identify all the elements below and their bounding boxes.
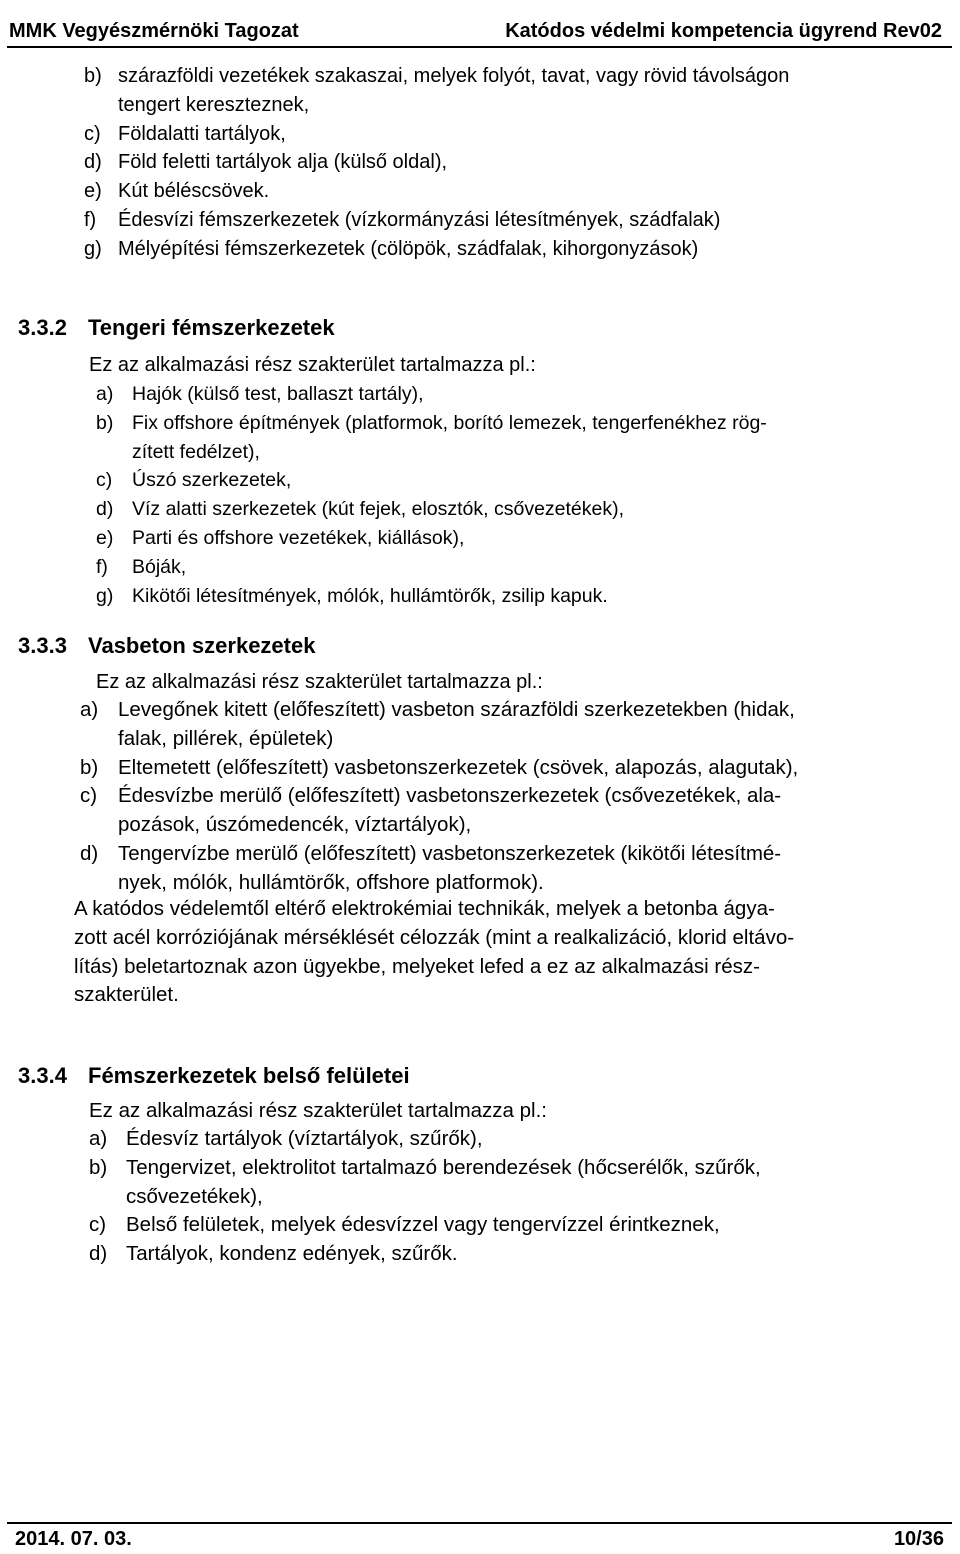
list-item-label: g) — [96, 584, 114, 607]
paragraph-line: szakterület. — [74, 983, 179, 1007]
list-item-label: a) — [80, 698, 99, 721]
list-item-label: a) — [96, 383, 114, 405]
section-number: 3.3.4 — [18, 1063, 67, 1088]
list-item-line — [84, 235, 954, 264]
section-title: Tengeri fémszerkezetek — [88, 315, 335, 340]
list-item-line — [80, 754, 956, 783]
list-item-text: Tengervízbe merülő (előfeszített) vasbetonszerkezetek (kikötői létesítmé- — [118, 841, 782, 865]
list-item-text: pozások, úszómedencék, víztartályok), — [118, 813, 472, 837]
list-3-3-3 — [80, 696, 956, 898]
list-item-label: a) — [89, 1127, 108, 1150]
list-item-text: Édesvízbe merülő (előfeszített) vasbetonszerkezetek (csővezetékek, ala- — [118, 784, 782, 808]
section-heading-3-3-4 — [18, 1063, 718, 1093]
list-item-label: b) — [80, 755, 99, 779]
list-item-line — [80, 811, 956, 840]
list-item-label: c) — [80, 784, 98, 808]
list-item-label: b) — [96, 411, 114, 434]
list-item-text: Kikötői létesítmények, mólók, hullámtörők, zsilip kapuk. — [132, 584, 608, 607]
header-organization: MMK Vegyészmérnöki Tagozat — [9, 20, 299, 42]
list-item-text: Édesvízi fémszerkezetek (vízkormányzási létesítmények, szádfalak) — [118, 208, 721, 231]
list-item-line — [89, 1125, 955, 1154]
section-intro: Ez az alkalmazási rész szakterület tartalmazza pl.: — [96, 671, 543, 693]
list-item-line — [80, 725, 956, 754]
section-title: Vasbeton szerkezetek — [88, 633, 316, 658]
list-top — [84, 62, 954, 264]
section-number: 3.3.3 — [18, 633, 67, 658]
list-item-line — [89, 1183, 955, 1212]
list-item-label: g) — [84, 237, 102, 260]
list-item-label: d) — [84, 151, 102, 174]
list-item-line — [84, 62, 954, 91]
list-item-label: d) — [89, 1242, 108, 1266]
list-item-line — [96, 524, 956, 553]
list-item-text: Mélyépítési fémszerkezetek (cölöpök, szádfalak, kihorgonyzások) — [118, 237, 699, 260]
list-item-line — [96, 409, 956, 438]
list-item-text: Úszó szerkezetek, — [132, 469, 292, 492]
list-item-label: e) — [96, 526, 114, 549]
list-item-line — [80, 696, 956, 725]
section-heading-3-3-2 — [18, 315, 618, 345]
list-item-text: Édesvíz tartályok (víztartályok, szűrők), — [126, 1127, 483, 1150]
list-item-line — [96, 495, 956, 524]
page-header — [7, 8, 952, 48]
list-item-text: csővezetékek), — [126, 1184, 263, 1208]
section-heading-3-3-3 — [18, 633, 618, 663]
list-item-text: Víz alatti szerkezetek (kút fejek, elosztók, csővezetékek), — [132, 498, 625, 521]
list-item-line — [96, 582, 956, 611]
list-item-label: f) — [96, 555, 108, 578]
list-item-line — [80, 840, 956, 869]
list-item-line — [96, 438, 956, 467]
list-item-line — [96, 553, 956, 582]
list-item-label: d) — [80, 841, 99, 865]
paragraph-line: zott acél korróziójának mérséklését célozzák (mint a realkalizáció, klorid eltávo- — [74, 925, 795, 949]
list-item-text: Belső felületek, melyek édesvízzel vagy tengervízzel érintkeznek, — [126, 1213, 720, 1237]
list-item-text: Föld feletti tartályok alja (külső oldal), — [118, 151, 448, 174]
header-document-title: Katódos védelmi kompetencia ügyrend Rev02 — [505, 20, 942, 42]
list-item-text: Földalatti tartályok, — [118, 122, 286, 145]
list-3-3-4 — [89, 1125, 955, 1269]
paragraph-line: lítás) beletartoznak azon ügyekbe, melyeket lefed a ez az alkalmazási rész- — [74, 954, 760, 978]
list-item-label: b) — [84, 65, 102, 87]
paragraph-3-3-3 — [74, 895, 954, 1010]
list-item-label: b) — [89, 1155, 108, 1179]
list-item-text: Bóják, — [132, 555, 187, 578]
list-item-line — [84, 177, 954, 206]
list-item-text: Hajók (külső test, ballaszt tartály), — [132, 383, 424, 405]
footer-date: 2014. 07. 03. — [15, 1528, 132, 1550]
list-item-text: szárazföldi vezetékek szakaszai, melyek folyót, tavat, vagy rövid távolságon — [118, 65, 790, 87]
paragraph-line: A katódos védelemtől eltérő elektrokémiai technikák, melyek a betonba ágya- — [74, 897, 775, 920]
list-item-text: Levegőnek kitett (előfeszített) vasbeton szárazföldi szerkezetekben (hidak, — [118, 698, 795, 721]
list-item-text: nyek, mólók, hullámtörők, offshore platformok). — [118, 870, 544, 894]
section-number: 3.3.2 — [18, 315, 67, 340]
list-item-line — [84, 206, 954, 235]
list-item-line — [84, 148, 954, 177]
page-number: 10/36 — [893, 1528, 944, 1550]
list-item-line — [80, 869, 956, 898]
list-item-line — [84, 120, 954, 149]
list-item-line — [96, 466, 956, 495]
page-footer — [7, 1522, 952, 1554]
list-item-text: Parti és offshore vezetékek, kiállások), — [132, 526, 465, 549]
section-title: Fémszerkezetek belső felületei — [88, 1063, 410, 1088]
list-item-text: Tartályok, kondenz edények, szűrők. — [126, 1242, 458, 1266]
list-3-3-2 — [96, 380, 956, 610]
list-item-text: Tengervizet, elektrolitot tartalmazó berendezések (hőcserélők, szűrők, — [126, 1155, 761, 1179]
list-item-line — [96, 380, 956, 409]
list-item-text: falak, pillérek, épületek) — [118, 726, 334, 750]
section-intro: Ez az alkalmazási rész szakterület tartalmazza pl.: — [89, 354, 536, 376]
list-item-line — [84, 91, 954, 120]
list-item-line — [89, 1240, 955, 1269]
list-item-line — [89, 1211, 955, 1240]
list-item-text: Fix offshore építmények (platformok, borító lemezek, tengerfenékhez rög- — [132, 411, 767, 434]
section-intro: Ez az alkalmazási rész szakterület tartalmazza pl.: — [89, 1099, 547, 1122]
list-item-text: tengert kereszteznek, — [118, 93, 310, 116]
list-item-label: c) — [89, 1213, 107, 1237]
list-item-line — [80, 782, 956, 811]
list-item-text: Eltemetett (előfeszített) vasbetonszerkezetek (csövek, alapozás, alagutak), — [118, 755, 799, 779]
list-item-label: e) — [84, 180, 102, 203]
list-item-line — [89, 1154, 955, 1183]
list-item-label: d) — [96, 498, 114, 521]
list-item-label: c) — [96, 469, 113, 492]
list-item-text: Kút béléscsövek. — [118, 180, 270, 203]
list-item-label: c) — [84, 122, 101, 145]
list-item-text: zített fedélzet), — [132, 440, 260, 463]
list-item-label: f) — [84, 208, 97, 231]
